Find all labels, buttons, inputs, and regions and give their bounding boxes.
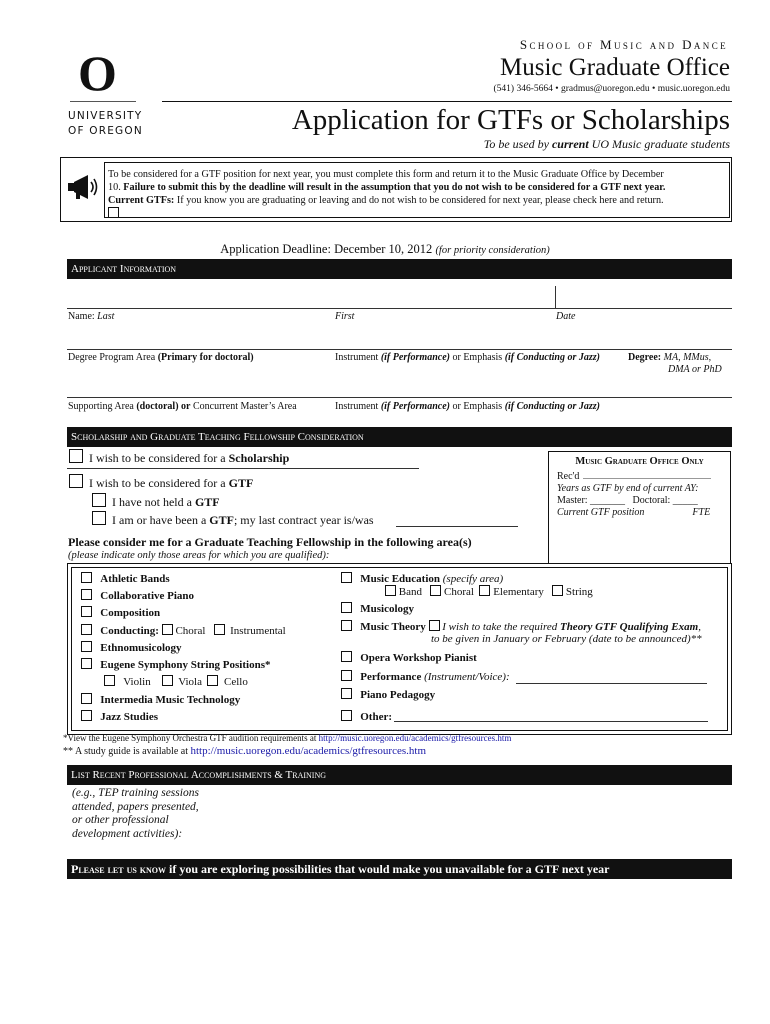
not-held-gtf-option[interactable]: I have not held a GTF (92, 493, 220, 510)
logo-line-2: OF OREGON (68, 125, 143, 137)
master-doctoral-field: Master: _______ Doctoral: _____ (557, 495, 698, 506)
instrument-label: Instrument (if Performance) or Emphasis (if Conducting or Jazz) (335, 352, 600, 363)
music-ed-choral-checkbox[interactable] (430, 585, 441, 596)
violin-checkbox[interactable] (104, 675, 115, 686)
area-jazz-studies[interactable]: Jazz Studies (81, 710, 158, 723)
degree-label: Degree: MA, MMus, (628, 352, 712, 363)
notice-line-3: Current GTFs: If you know you are graduating or leaving and do not wish to be considered for next year, please check here and return. (108, 195, 664, 206)
school-name: School of Music and Dance (519, 37, 728, 52)
accomplishments-header: List Recent Professional Accomplishments & Training (67, 765, 732, 785)
footnote-1: *View the Eugene Symphony Orchestra GTF audition requirements at http://music.uoregon.edu/academics/gtfresources.htm (63, 733, 512, 743)
notice-text (104, 162, 730, 218)
page-title: Application for GTFs or Scholarships (291, 104, 730, 136)
area-athletic-bands[interactable]: Athletic Bands (81, 572, 170, 585)
logo-line-1: UNIVERSITY (68, 110, 143, 122)
area-performance[interactable]: Performance (Instrument/Voice): (341, 670, 510, 683)
area-ethnomusicology[interactable]: Ethnomusicology (81, 641, 182, 654)
logo-divider (70, 101, 136, 102)
music-education-options: Band Choral Elementary String (385, 585, 593, 598)
area-intermedia-music-technology[interactable]: Intermedia Music Technology (81, 693, 240, 706)
notice-line-1: To be considered for a GTF position for next year, you must complete this form and return it to the Music Graduate Office by December (108, 169, 664, 180)
unavailable-input[interactable] (67, 884, 732, 1004)
accomplishments-hint: (e.g., TEP training sessions attended, papers presented, or other professional development activities): (72, 787, 199, 840)
supporting-area-label: Supporting Area (doctoral) or Concurrent Master’s Area (68, 401, 297, 412)
name-input[interactable] (68, 288, 548, 306)
area-conducting[interactable]: Conducting: Choral Instrumental (81, 624, 286, 637)
gtf-option[interactable]: I wish to be considered for a GTF (69, 474, 253, 491)
area-music-education[interactable]: Music Education (specify area) (341, 572, 503, 585)
date-input[interactable] (560, 288, 730, 306)
page-subtitle: To be used by current UO Music graduate students (483, 137, 730, 151)
areas-heading: Please consider me for a Graduate Teaching Fellowship in the following area(s) (68, 535, 472, 549)
scholarship-rule (67, 468, 419, 469)
area-other[interactable]: Other: (341, 710, 392, 723)
scholarship-option[interactable]: I wish to be considered for a Scholarship (69, 449, 289, 466)
header-rule (162, 101, 732, 102)
gtf-checkbox[interactable] (69, 474, 83, 488)
university-logo-letter: O (78, 45, 117, 101)
area-composition[interactable]: Composition (81, 606, 160, 619)
areas-subheading: (please indicate only those areas for which you are qualified): (68, 550, 330, 561)
office-use-title: Music Graduate Office Only (575, 456, 704, 467)
unavailable-header: Please let us know if you are exploring possibilities that would make you unavailable for a GTF next year (67, 859, 732, 879)
string-positions: Violin Viola Cello (104, 675, 248, 688)
applicant-info-header: Applicant Information (67, 259, 732, 279)
name-line (67, 308, 732, 309)
have-been-gtf-option[interactable]: I am or have been a GTF; my last contract year is/was (92, 511, 374, 528)
last-contract-year-input[interactable] (396, 526, 518, 527)
current-gtf-field: Current GTF position FTE (557, 507, 711, 518)
area-musicology[interactable]: Musicology (341, 602, 414, 615)
other-input[interactable] (394, 721, 708, 722)
area-eugene-symphony[interactable]: Eugene Symphony String Positions* (81, 658, 270, 671)
office-name: Music Graduate Office (499, 54, 730, 81)
supporting-instrument-label: Instrument (if Performance) or Emphasis (if Conducting or Jazz) (335, 401, 600, 412)
theory-exam-note: to be given in January or February (date to be announced)** (431, 633, 702, 645)
name-last-label: Name: Last (68, 311, 115, 322)
notice-line-2: 10. Failure to submit this by the deadline will result in the assumption that you do not wish to be considered for a GTF next year. (108, 182, 666, 193)
have-been-gtf-checkbox[interactable] (92, 511, 106, 525)
date-divider (555, 286, 556, 308)
date-label: Date (556, 311, 576, 322)
degree-line (67, 349, 732, 350)
current-gtf-leaving-checkbox[interactable] (108, 207, 119, 218)
degree-area-label: Degree Program Area (Primary for doctoral) (68, 352, 254, 363)
scholarship-checkbox[interactable] (69, 449, 83, 463)
office-use-box (548, 451, 731, 564)
theory-exam-checkbox[interactable] (429, 620, 440, 631)
conducting-choral-checkbox[interactable] (162, 624, 173, 635)
consideration-header: Scholarship and Graduate Teaching Fellowship Consideration (67, 427, 732, 447)
music-ed-band-checkbox[interactable] (385, 585, 396, 596)
gtf-resources-link-2[interactable]: http://music.uoregon.edu/academics/gtfresources.htm (190, 745, 427, 757)
years-as-gtf: Years as GTF by end of current AY: (557, 483, 699, 494)
cello-checkbox[interactable] (207, 675, 218, 686)
viola-checkbox[interactable] (162, 675, 173, 686)
conducting-instrumental-checkbox[interactable] (214, 624, 225, 635)
gtf-resources-link-1[interactable]: http://music.uoregon.edu/academics/gtfresources.htm (318, 733, 512, 743)
area-music-theory[interactable]: Music Theory I wish to take the required Theory GTF Qualifying Exam, (341, 620, 701, 633)
degree-options: DMA or PhD (668, 364, 722, 375)
footnote-2: ** A study guide is available at http://music.uoregon.edu/academics/gtfresources.htm (63, 745, 427, 757)
university-logo-text (68, 109, 143, 139)
area-piano-pedagogy[interactable]: Piano Pedagogy (341, 688, 435, 701)
accomplishments-input[interactable] (220, 788, 730, 848)
area-opera-workshop-pianist[interactable]: Opera Workshop Pianist (341, 651, 477, 664)
name-first-label: First (335, 311, 355, 322)
music-ed-string-checkbox[interactable] (552, 585, 563, 596)
megaphone-icon (66, 172, 100, 202)
supporting-line (67, 397, 732, 398)
music-ed-elementary-checkbox[interactable] (479, 585, 490, 596)
area-collaborative-piano[interactable]: Collaborative Piano (81, 589, 194, 602)
application-deadline: Application Deadline: December 10, 2012 (for priority consideration) (220, 242, 550, 256)
contact-info: (541) 346-5664 • gradmus@uoregon.edu • music.uoregon.edu (493, 84, 730, 94)
performance-input[interactable] (516, 683, 707, 684)
recd-field: Rec'd (557, 471, 722, 483)
not-held-gtf-checkbox[interactable] (92, 493, 106, 507)
